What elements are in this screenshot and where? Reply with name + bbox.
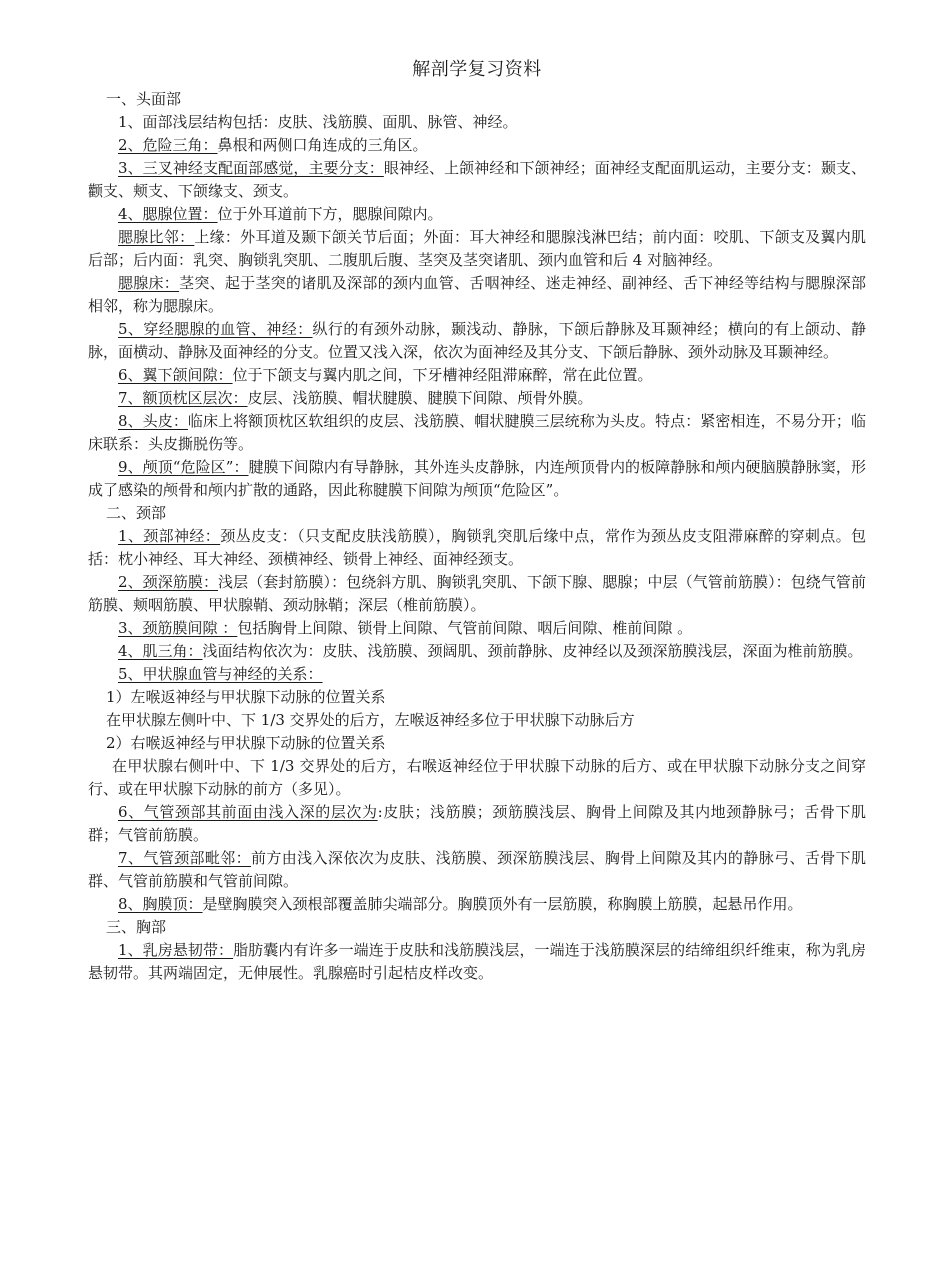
paragraph — [88, 387, 866, 410]
section-heading-chest: 三、胸部 — [106, 918, 167, 936]
paragraph — [88, 134, 866, 157]
paragraph — [88, 226, 866, 272]
paragraph-label: 1、颈部神经： — [118, 527, 221, 545]
paragraph-text: 鼻根和两侧口角连成的三角区。 — [217, 136, 428, 154]
paragraph-label: 6、翼下颌间隙： — [118, 366, 233, 384]
document-title: 解剖学复习资料 — [412, 59, 542, 80]
paragraph — [88, 456, 866, 502]
paragraph-label: 腮腺床： — [118, 274, 180, 292]
paragraph — [88, 364, 866, 387]
paragraph-label: 腮腺比邻： — [118, 228, 195, 246]
paragraph — [88, 203, 866, 226]
paragraph-label: 5、穿经腮腺的血管、神经： — [118, 320, 313, 338]
paragraph-label: 7、气管颈部毗邻： — [118, 849, 252, 867]
paragraph-label: 8、头皮： — [118, 412, 188, 430]
paragraph-text: 浅面结构依次为：皮肤、浅筋膜、颈阔肌、颈前静脉、皮神经以及颈深筋膜浅层，深面为椎前筋膜。 — [202, 642, 863, 660]
paragraph-text: 临床上将额顶枕区软组织的皮层、浅筋膜、帽状腱膜三层统称为头皮。特点：紧密相连，不易分开；临床联系：头皮撕脱伤等。 — [88, 412, 866, 453]
paragraph — [88, 410, 866, 456]
paragraph-text: 位于外耳道前下方，腮腺间隙内。 — [217, 205, 443, 223]
paragraph-label: 8、胸膜顶： — [118, 895, 203, 913]
paragraph-label: 9、颅顶“危险区”： — [118, 458, 249, 476]
paragraph — [88, 617, 866, 640]
paragraph-label: 2、危险三角： — [118, 136, 218, 154]
paragraph — [88, 272, 866, 318]
paragraph-text: 位于下颌支与翼内肌之间，下牙槽神经阻滞麻醉，常在此位置。 — [232, 366, 653, 384]
paragraph — [88, 847, 866, 893]
paragraph-text: 纵行的有颈外动脉，颞浅动、静脉，下颌后静脉及耳颞神经；横向的有上颌动、静脉，面横动、静脉及面神经的分支。位置又浅入深，依次为面神经及其分支、下颌后静脉、颈外动脉及耳颞神经。 — [88, 320, 866, 361]
paragraph — [88, 801, 866, 847]
paragraph-label: 4、腮腺位置： — [118, 205, 218, 223]
paragraph: 1）左喉返神经与甲状腺下动脉的位置关系 — [106, 688, 386, 706]
paragraph — [88, 893, 866, 916]
paragraph-text: :皮肤；浅筋膜；颈筋膜浅层、胸骨上间隙及其内地颈静脉弓；舌骨下肌群；气管前筋膜。 — [88, 803, 867, 844]
paragraph — [88, 640, 866, 663]
paragraph-label: 5、甲状腺血管与神经的关系： — [118, 665, 323, 683]
paragraph — [88, 318, 866, 364]
paragraph-text: 脂肪囊内有许多一端连于皮肤和浅筋膜浅层，一端连于浅筋膜深层的结缔组织纤维束，称为乳房悬韧带。其两端固定，无伸展性。乳腺癌时引起桔皮样改变。 — [88, 941, 866, 982]
paragraph-text: 浅层（套封筋膜）：包绕斜方肌、胸锁乳突肌、下颌下腺、腮腺；中层（气管前筋膜）：包绕气管前筋膜、颊咽筋膜、甲状腺鞘、颈动脉鞘；深层（椎前筋膜）。 — [88, 573, 866, 614]
paragraph-text: 是壁胸膜突入颈根部覆盖肺尖端部分。胸膜顶外有一层筋膜，称胸膜上筋膜，起悬吊作用。 — [202, 895, 803, 913]
paragraph-label: 6、气管颈部其前面由浅入深的层次为 — [118, 803, 378, 821]
paragraph — [88, 663, 866, 686]
paragraph-text: 皮肤、浅筋膜、面肌、脉管、神经。 — [277, 113, 518, 131]
paragraph: 在甲状腺右侧叶中、下 1/3 交界处的后方，右喉返神经位于甲状腺下动脉的后方、或在甲状腺下动脉分支之间穿行、或在甲状腺下动脉的前方（多见）。 — [88, 757, 866, 798]
paragraph-label: 2、颈深筋膜： — [118, 573, 219, 591]
paragraph-label: 3、颈筋膜间隙 ： — [118, 619, 238, 637]
paragraph-text: 包括胸骨上间隙、锁骨上间隙、气管前间隙、咽后间隙、椎前间隙 。 — [237, 619, 693, 637]
paragraph-text: 腱膜下间隙内有导静脉，其外连头皮静脉，内连颅顶骨内的板障静脉和颅内硬脑膜静脉窦，形成了感染的颅骨和颅内扩散的通路，因此称腱膜下间隙为颅顶“危险区”。 — [88, 458, 866, 499]
section-heading-neck: 二、颈部 — [106, 504, 167, 522]
paragraph-text: 上缘：外耳道及颞下颌关节后面；外面：耳大神经和腮腺浅淋巴结；前内面：咬肌、下颌支及翼内肌后部；后内面：乳突、胸锁乳突肌、二腹肌后腹、茎突及茎突诸肌、颈内血管和后 4 对脑神经。 — [88, 228, 866, 269]
paragraph-text: 前方由浅入深依次为皮肤、浅筋膜、颈深筋膜浅层、胸骨上间隙及其内的静脉弓、舌骨下肌群、气管前筋膜和气管前间隙。 — [88, 849, 867, 890]
paragraph: 2）右喉返神经与甲状腺下动脉的位置关系 — [106, 734, 386, 752]
paragraph-label: 1、乳房悬韧带： — [118, 941, 234, 959]
paragraph-label: 7、额顶枕区层次： — [118, 389, 248, 407]
paragraph-text: 皮层、浅筋膜、帽状腱膜、腱膜下间隙、颅骨外膜。 — [247, 389, 593, 407]
paragraph — [88, 571, 866, 617]
paragraph — [88, 111, 866, 134]
paragraph — [88, 157, 866, 203]
paragraph-text: 颈丛皮支：（只支配皮肤浅筋膜），胸锁乳突肌后缘中点，常作为颈丛皮支阻滞麻醉的穿刺点。包括：枕小神经、耳大神经、颈横神经、锁骨上神经、面神经颈支。 — [88, 527, 866, 568]
paragraph: 在甲状腺左侧叶中、下 1/3 交界处的后方，左喉返神经多位于甲状腺下动脉后方 — [106, 711, 635, 729]
paragraph-label: 1、面部浅层结构包括： — [118, 113, 278, 131]
paragraph-label: 4、肌三角： — [118, 642, 203, 660]
section-heading-head-face: 一、头面部 — [106, 90, 182, 108]
document-page — [88, 54, 866, 985]
paragraph-text: 眼神经、上颌神经和下颌神经；面神经支配面肌运动，主要分支：颞支、颧支、颊支、下颌缘支、颈支。 — [88, 159, 866, 200]
paragraph-text: 茎突、起于茎突的诸肌及深部的颈内血管、舌咽神经、迷走神经、副神经、舌下神经等结构与腮腺深部相邻，称为腮腺床。 — [88, 274, 866, 315]
paragraph — [88, 525, 866, 571]
paragraph-label: 3、三叉神经支配面部感觉，主要分支： — [118, 159, 384, 177]
paragraph — [88, 939, 866, 985]
